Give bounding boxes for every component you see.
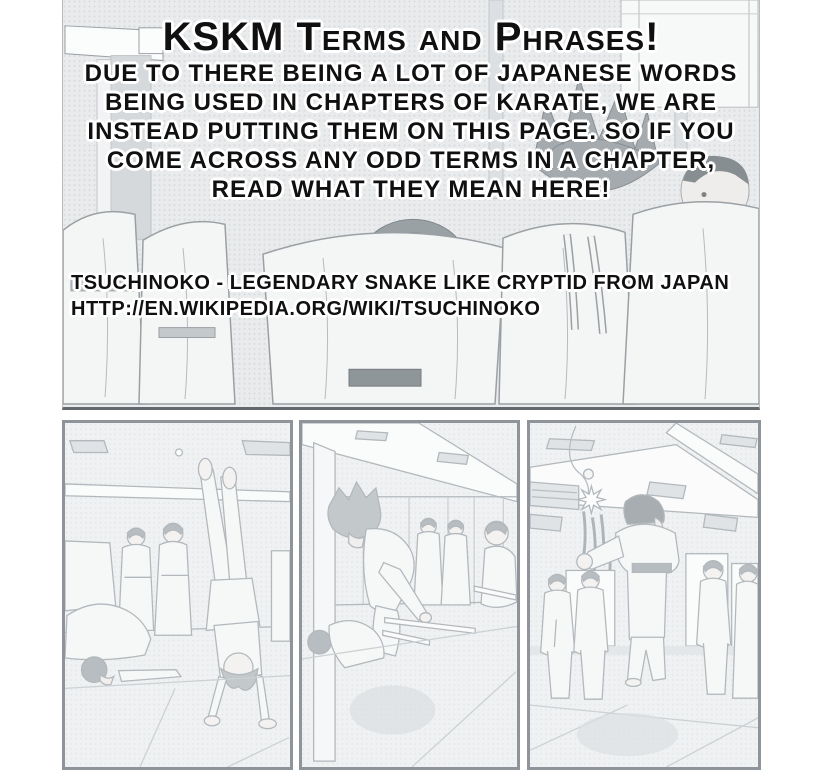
intro-line: DUE TO THERE BEING A LOT OF JAPANESE WORDS [84, 60, 738, 87]
intro-line: BEING USED IN CHAPTERS OF KARATE, WE ARE [104, 89, 718, 116]
floor-practice-scene-art [302, 423, 517, 767]
panel-board-break-scene [527, 420, 761, 770]
intro-line: INSTEAD PUTTING THEM ON THIS PAGE. SO IF YOU [87, 118, 735, 145]
page-title: KSKM Terms and Phrases! [162, 15, 660, 59]
glossary-url-line: HTTP://EN.WIKIPEDIA.ORG/WIKI/TSUCHINOKO [71, 298, 541, 320]
top-panel [62, 0, 760, 410]
handstand-scene-art [65, 423, 290, 767]
board-break-scene-art [530, 423, 758, 767]
intro-line: READ WHAT THEY MEAN HERE! [211, 176, 611, 203]
intro-text [63, 59, 759, 204]
glossary-term-line: TSUCHINOKO - LEGENDARY SNAKE LIKE CRYPTID FROM JAPAN [71, 272, 730, 294]
panel-handstand-scene [62, 420, 293, 770]
panel-floor-practice-scene [299, 420, 520, 770]
intro-line: COME ACROSS ANY ODD TERMS IN A CHAPTER, [106, 147, 716, 174]
glossary-note [71, 270, 729, 322]
